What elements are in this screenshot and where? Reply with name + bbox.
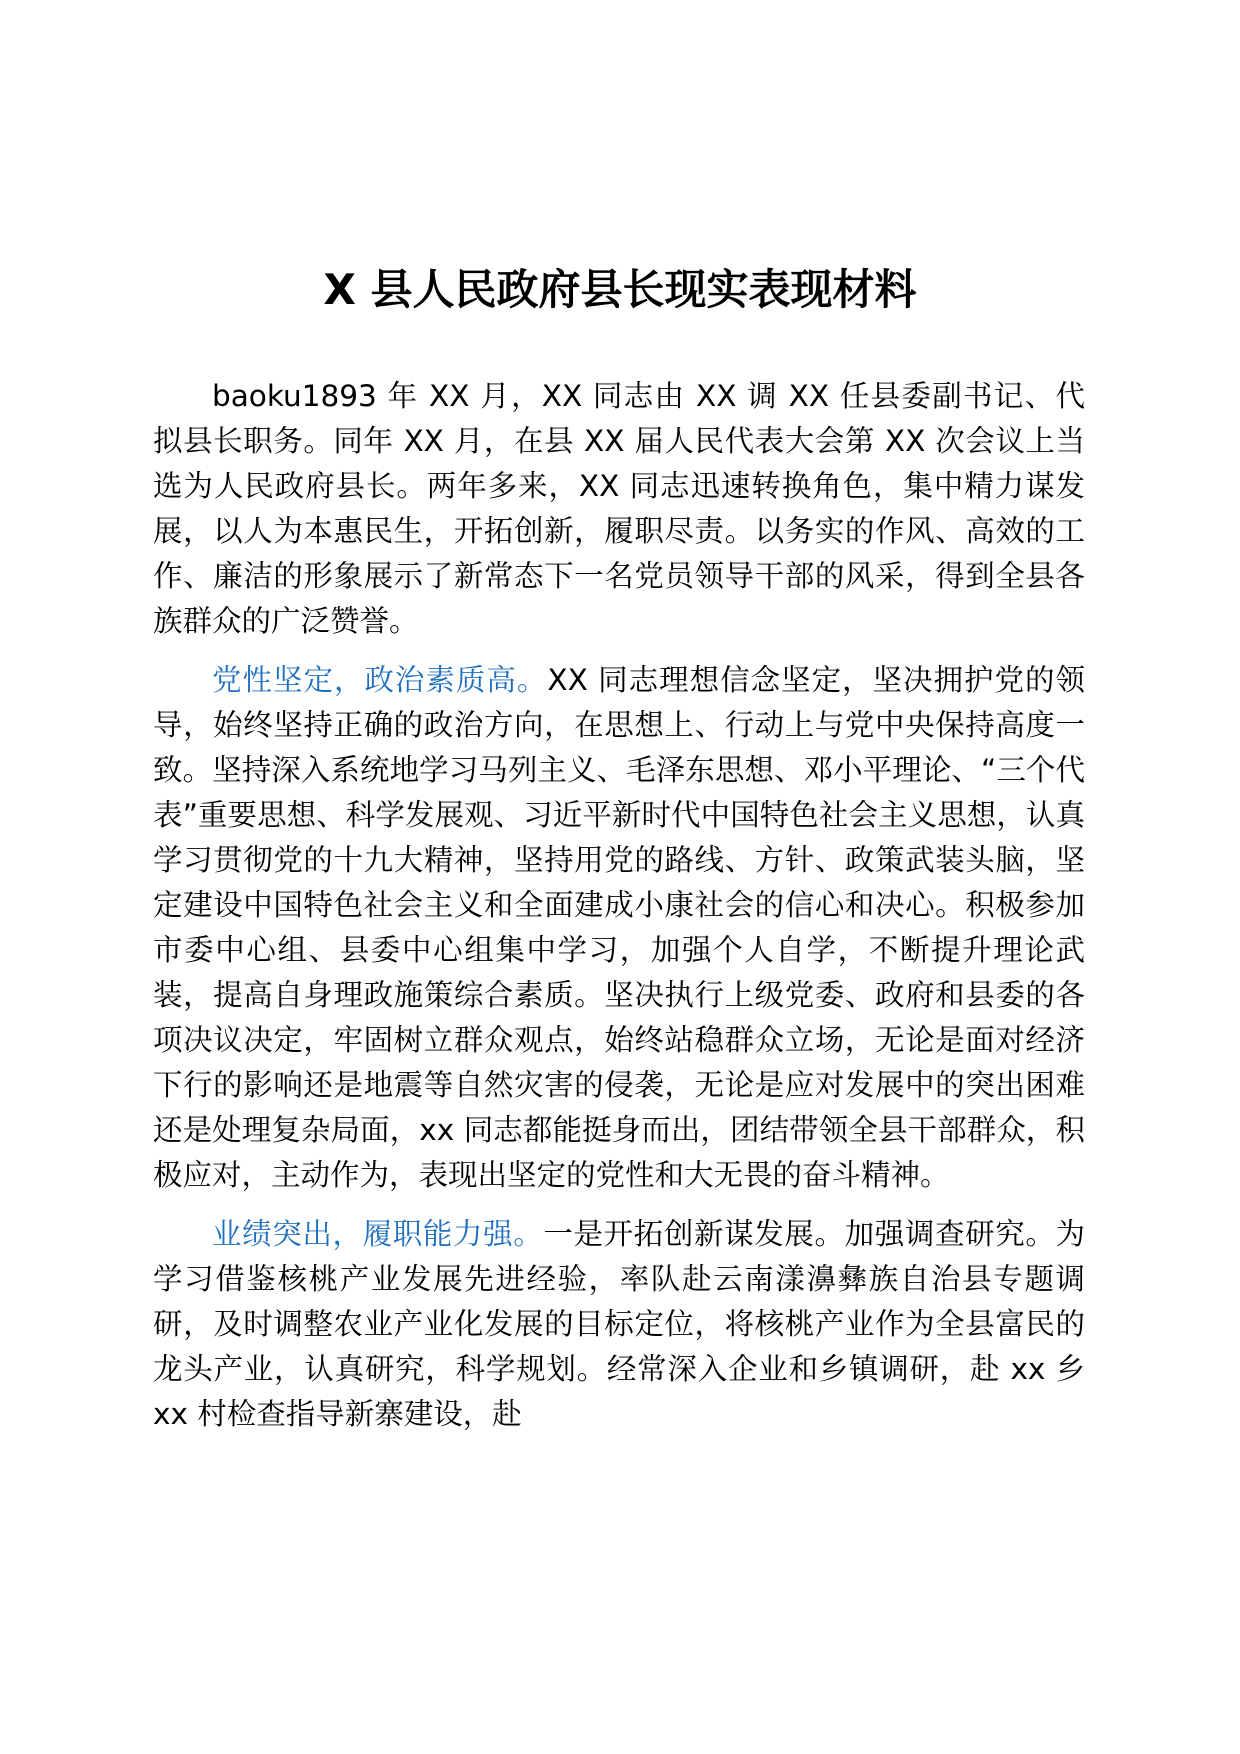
paragraph-party-spirit bbox=[153, 658, 1085, 1198]
paragraph-text: XX 同志理想信念坚定，坚决拥护党的领导，始终坚持正确的政治方向，在思想上、行动上与党中央保持高度一致。坚持深入系统地学习马列主义、毛泽东思想、邓小平理论、“三个代表”重要思想、科学发展观、习近平新时代中国特色社会主义思想，认真学习贯彻党的十九大精神，坚持用党的路线、方针、政策武装头脑，坚定建设中国特色社会主义和全面建成小康社会的信心和决心。积极参加市委中心组、县委中心组集中学习，加强个人自学，不断提升理论武装，提高自身理政施策综合素质。坚决执行上级党委、政府和县委的各项决议决定，牢固树立群众观点，始终站稳群众立场，无论是面对经济下行的影响还是地震等自然灾害的侵袭，无论是应对发展中的突出困难还是处理复杂局面，xx 同志都能挺身而出，团结带领全县干部群众，积极应对，主动作为，表现出坚定的党性和大无畏的奋斗精神。 bbox=[153, 663, 1085, 1192]
paragraph-lead: 党性坚定，政治素质高。 bbox=[212, 663, 548, 697]
paragraph-performance bbox=[153, 1212, 1085, 1437]
paragraph-text: baoku1893 年 XX 月，XX 同志由 XX 调 XX 任县委副书记、代拟县长职务。同年 XX 月，在县 XX 届人民代表大会第 XX 次会议上当选为人民政府县长。两年多来，XX 同志迅速转换角色，集中精力谋发展，以人为本惠民生，开拓创新，履职尽责。以务实的作风、高效的工作、廉洁的形象展示了新常态下一名党员领导干部的风采，得到全县各族群众的广泛赞誉。 bbox=[153, 379, 1085, 638]
paragraph-text: 一是开拓创新谋发展。加强调查研究。为学习借鉴核桃产业发展先进经验，率队赴云南漾濞彝族自治县专题调研，及时调整农业产业化发展的目标定位，将核桃产业作为全县富民的龙头产业，认真研究，科学规划。经常深入企业和乡镇调研，赴 xx 乡 xx 村检查指导新寨建设，赴 bbox=[153, 1217, 1085, 1431]
paragraph-lead: 业绩突出，履职能力强。 bbox=[212, 1217, 544, 1251]
document-title: X 县人民政府县长现实表现材料 bbox=[323, 265, 917, 314]
paragraph-intro bbox=[153, 374, 1085, 644]
document-body bbox=[153, 374, 1085, 1451]
